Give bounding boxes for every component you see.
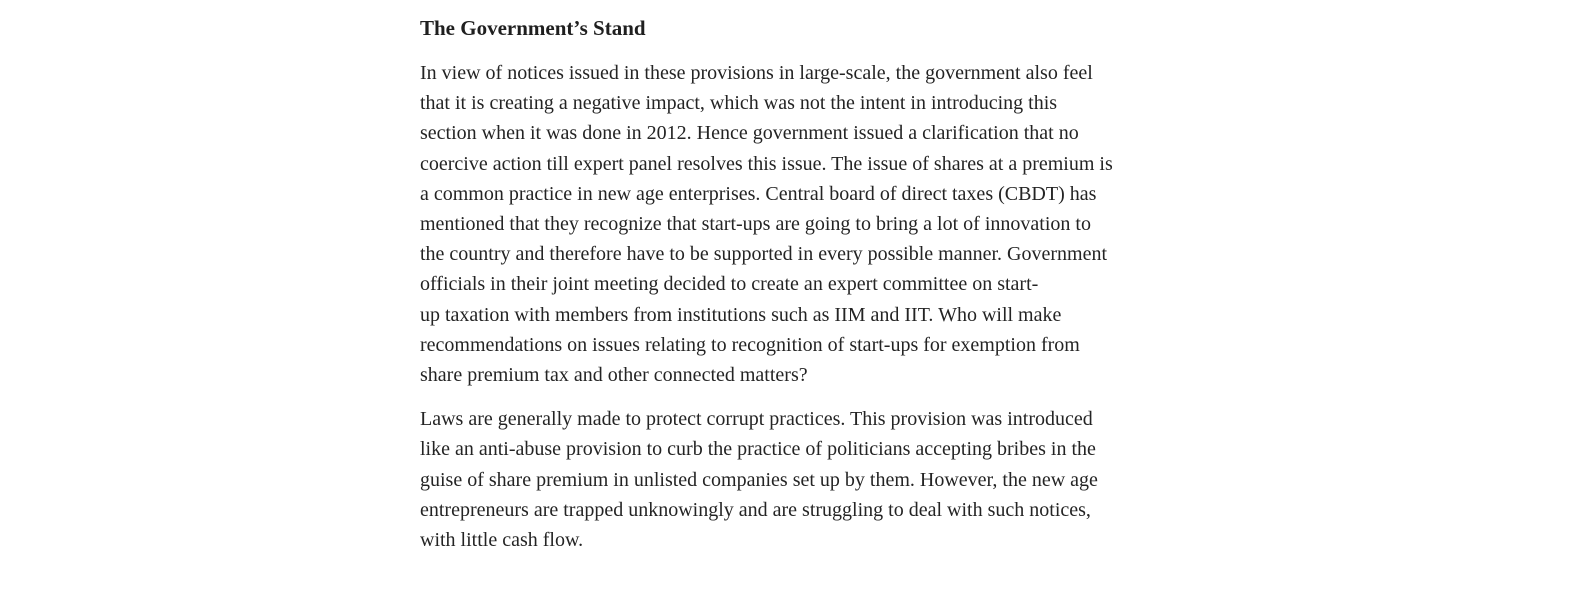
text-line: officials in their joint meeting decided to create an expert committee on start- (420, 273, 1039, 296)
text-line: mentioned that they recognize that start-ups are going to bring a lot of innovation to (420, 213, 1091, 236)
text-line: recommendations on issues relating to recognition of start-ups for exemption from (420, 333, 1080, 356)
paragraph-laws (420, 404, 1150, 555)
text-line: with little cash flow. (420, 529, 584, 552)
text-line: share premium tax and other connected matters? (420, 364, 808, 387)
text-line: section when it was done in 2012. Hence government issued a clarification that no (420, 122, 1079, 145)
article-body (420, 14, 1150, 569)
section-heading: The Government’s Stand (420, 16, 646, 40)
text-line: a common practice in new age enterprises. Central board of direct taxes (CBDT) has (420, 182, 1097, 205)
paragraph-government-stand (420, 58, 1150, 390)
text-line: the country and therefore have to be supported in every possible manner. Government (420, 243, 1108, 266)
text-line: coercive action till expert panel resolves this issue. The issue of shares at a premium is (420, 152, 1113, 175)
text-line: that it is creating a negative impact, which was not the intent in introducing this (420, 92, 1058, 115)
text-line: entrepreneurs are trapped unknowingly and are struggling to deal with such notices, (420, 498, 1091, 521)
text-line: up taxation with members from institutions such as IIM and IIT. Who will make (420, 303, 1062, 326)
text-line: In view of notices issued in these provisions in large-scale, the government also feel (420, 62, 1093, 84)
text-line: guise of share premium in unlisted companies set up by them. However, the new age (420, 468, 1098, 491)
text-line: Laws are generally made to protect corrupt practices. This provision was introduced (420, 408, 1093, 431)
text-line: like an anti-abuse provision to curb the practice of politicians accepting bribes in the (420, 438, 1096, 461)
